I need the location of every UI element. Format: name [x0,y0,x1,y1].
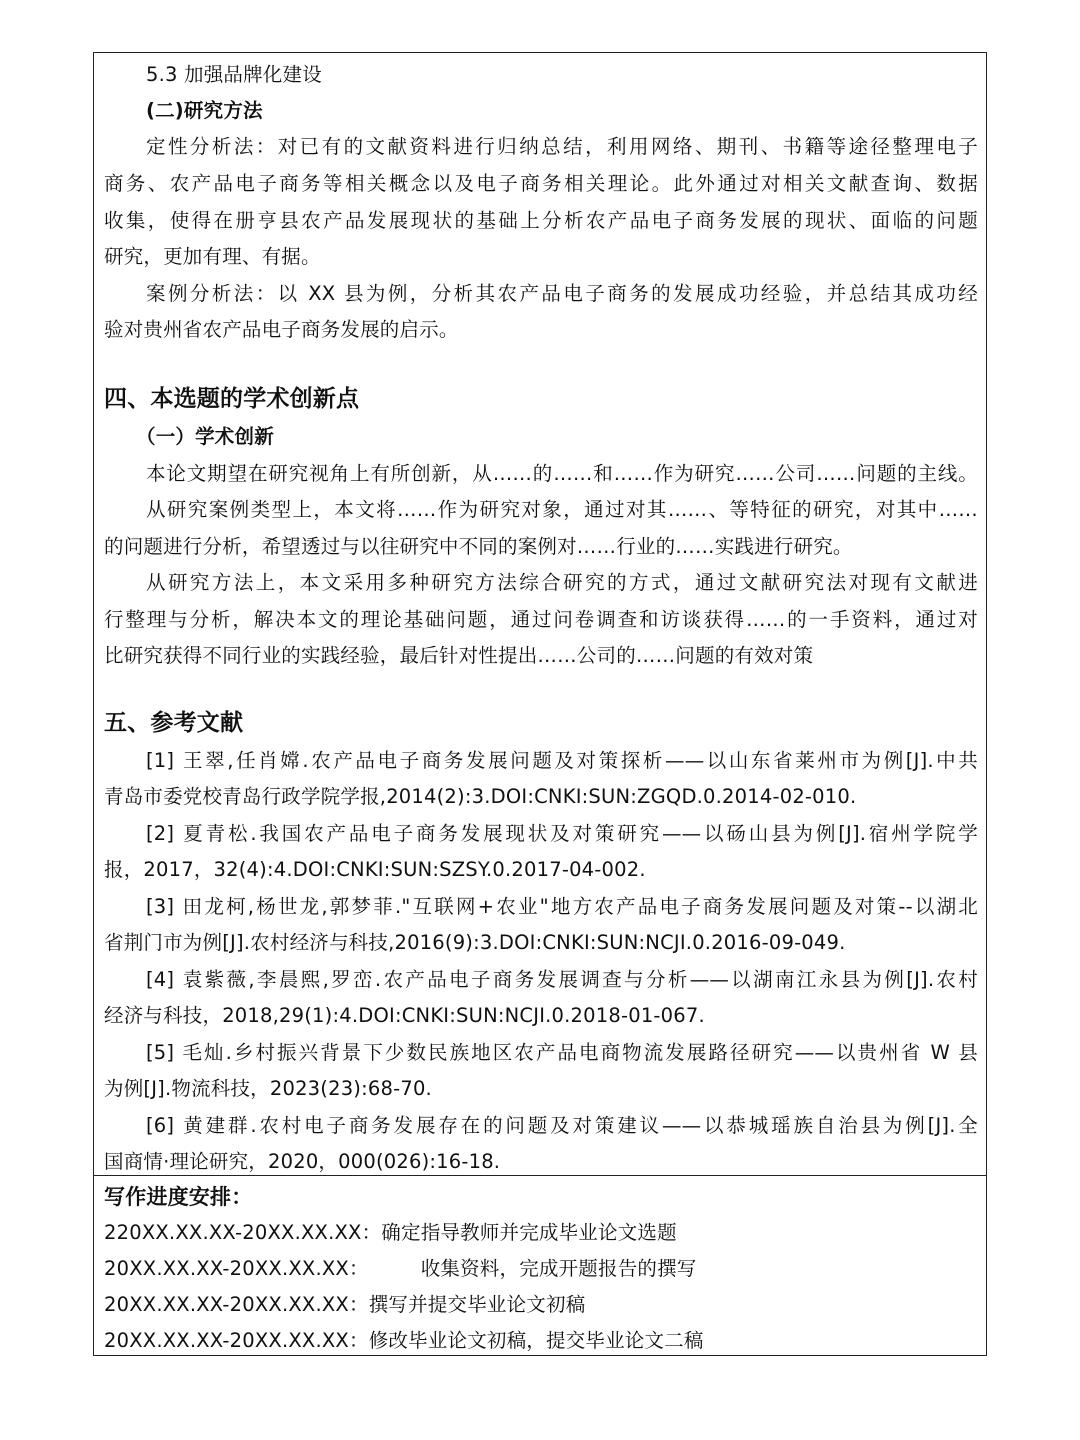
innovation-p3-line-1: 从研究方法上，本文采用多种研究方法综合研究的方式，通过文献研究法对现有文献进 [146,571,978,594]
qualitative-line-3: 收集，使得在册亨县农产品发展现状的基础上分析农产品电子商务发展的现状、面临的问题 [104,209,978,232]
reference-6-line-2: 国商情·理论研究，2020，000(026):16-18. [104,1150,501,1173]
reference-3-line-2: 省荆门市为例[J].农村经济与科技,2016(9):3.DOI:CNKI:SUN:NCJI.0.2016-09-049. [104,931,846,954]
document-table-frame [93,52,987,1356]
schedule-row [104,1215,978,1251]
innovation-p1: 本论文期望在研究视角上有所创新，从……的……和……作为研究……公司……问题的主线。 [146,462,978,485]
reference-2-line-2: 报，2017，32(4):4.DOI:CNKI:SUN:SZSY.0.2017-04-002. [104,858,646,881]
case-line-1: 案例分析法：以 XX 县为例，分析其农产品电子商务的发展成功经验，并总结其成功经 [146,282,978,305]
schedule-task: 确定指导教师并完成毕业论文选题 [381,1221,677,1244]
schedule-row [104,1287,978,1323]
reference-2-line-1: [2] 夏青松.我国农产品电子商务发展现状及对策研究——以砀山县为例[J].宿州学院学 [146,822,978,845]
case-line-2: 验对贵州省农产品电子商务发展的启示。 [104,318,459,341]
innovation-p3-line-2: 行整理与分析，解决本文的理论基础问题，通过问卷调查和访谈获得……的一手资料，通过对 [104,608,978,631]
innovation-p2-line-1: 从研究案例类型上，本文将……作为研究对象，通过对其……、等特征的研究，对其中…… [146,498,978,521]
qualitative-line-2: 商务、农产品电子商务等相关概念以及电子商务相关理论。此外通过对相关文献查询、数据 [104,172,978,195]
schedule-date: 220XX.XX.XX-20XX.XX.XX： [104,1221,382,1244]
reference-1-line-1: [1] 王翠,任肖嫦.农产品电子商务发展问题及对策探析——以山东省莱州市为例[J].中共 [146,749,978,772]
item-5-3: 5.3 加强品牌化建设 [146,63,322,86]
references-heading: 五、参考文献 [104,710,244,736]
qualitative-line-1: 定性分析法：对已有的文献资料进行归纳总结，利用网络、期刊、书籍等途径整理电子 [146,135,978,158]
schedule-date: 20XX.XX.XX-20XX.XX.XX： [104,1257,369,1280]
schedule-task: 收集资料，完成开题报告的撰写 [420,1257,697,1280]
reference-5-line-2: 为例[J].物流科技，2023(23):68-70. [104,1077,432,1100]
schedule-date: 20XX.XX.XX-20XX.XX.XX： [104,1293,369,1316]
qualitative-line-4: 研究，更加有理、有据。 [104,245,321,268]
reference-1-line-2: 青岛市委党校青岛行政学院学报,2014(2):3.DOI:CNKI:SUN:ZGQD.0.2014-02-010. [104,785,857,808]
schedule-row [104,1323,978,1359]
schedule-date: 20XX.XX.XX-20XX.XX.XX： [104,1329,369,1352]
schedule-title: 写作进度安排： [104,1185,253,1209]
methods-title: (二)研究方法 [146,99,263,122]
reference-3-line-1: [3] 田龙柯,杨世龙,郭梦菲."互联网+农业"地方农产品电子商务发展问题及对策--以湖北 [146,895,978,918]
innovation-p2-line-2: 的问题进行分析，希望透过与以往研究中不同的案例对……行业的……实践进行研究。 [104,535,853,558]
reference-5-line-1: [5] 毛灿.乡村振兴背景下少数民族地区农产品电商物流发展路径研究——以贵州省 W 县 [146,1041,978,1064]
reference-6-line-1: [6] 黄建群.农村电子商务发展存在的问题及对策建议——以恭城瑶族自治县为例[J].全 [146,1114,978,1137]
innovation-subtitle: （一）学术创新 [136,425,274,448]
innovation-p3-line-3: 比研究获得不同行业的实践经验，最后针对性提出……公司的……问题的有效对策 [104,644,814,667]
schedule-task: 修改毕业论文初稿，提交毕业论文二稿 [368,1329,704,1352]
reference-4-line-1: [4] 袁紫薇,李晨熙,罗峦.农产品电子商务发展调查与分析——以湖南江永县为例[J].农村 [146,968,978,991]
schedule-row [104,1251,978,1287]
schedule-task: 撰写并提交毕业论文初稿 [368,1293,586,1316]
innovation-heading: 四、本选题的学术创新点 [104,386,360,412]
reference-4-line-2: 经济与科技，2018,29(1):4.DOI:CNKI:SUN:NCJI.0.2018-01-067. [104,1004,705,1027]
section-divider [94,1175,986,1176]
